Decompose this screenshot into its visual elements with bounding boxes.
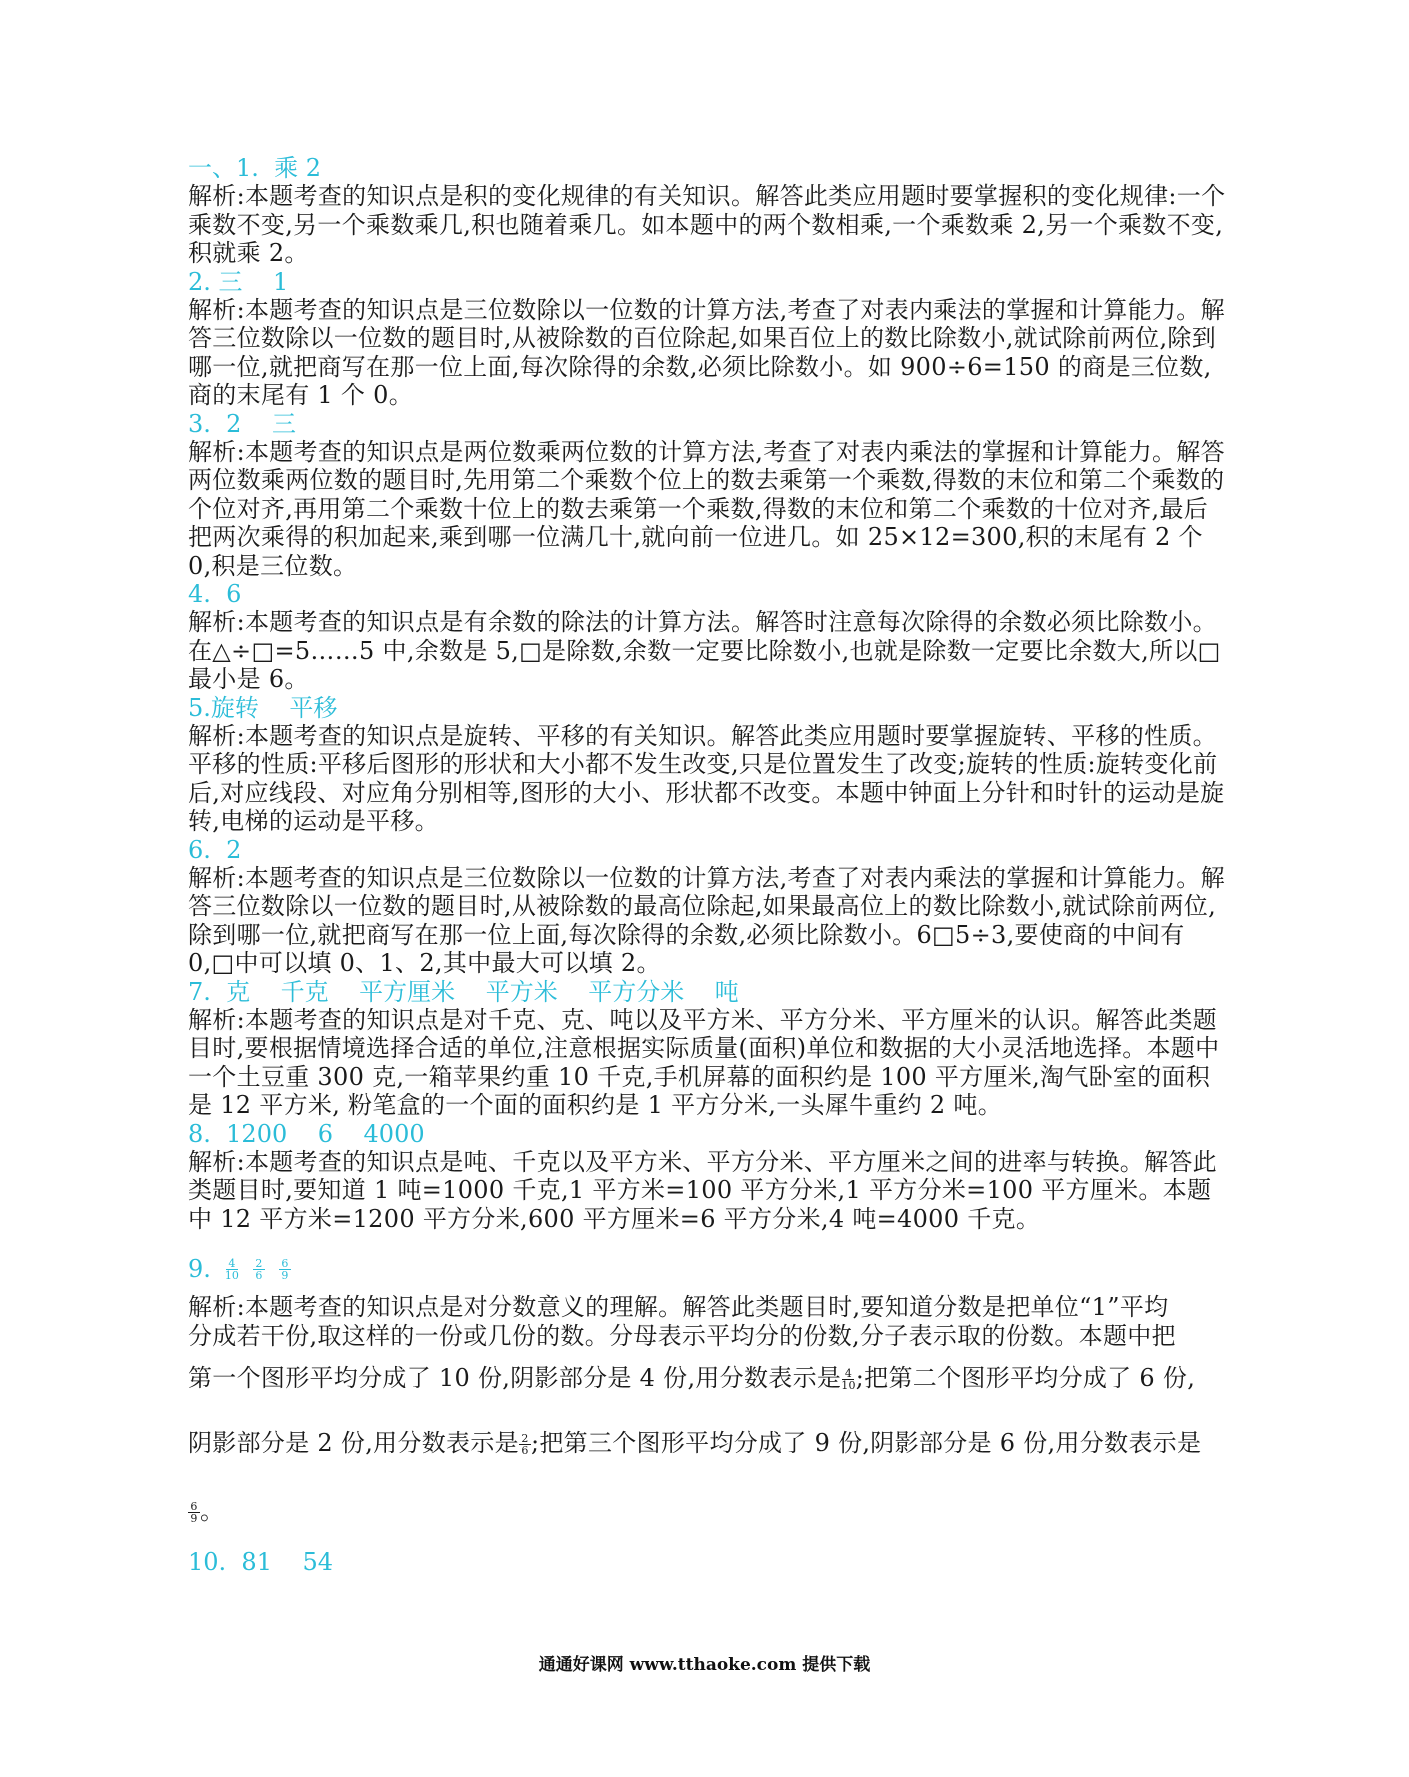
inline-fraction-2-6: $\frac{2}{6}$	[519, 1433, 531, 1456]
explanation-9-line-3: 第一个图形平均分成了 10 份,阴影部分是 4 份,用分数表示是 $\frac{4}{10}$ ;把第二个图形平均分成了 6 份,	[188, 1364, 1196, 1392]
answer-8: 8. 1200 6 4000	[188, 1119, 425, 1148]
answer-9	[188, 1255, 1228, 1283]
inline-fraction-4-10: $\frac{4}{10}$	[841, 1367, 856, 1392]
explanation-5: 解析:本题考查的知识点是旋转、平移的有关知识。解答此类应用题时要掌握旋转、平移的性质。平移的性质:平移后图形的形状和大小都不发生改变,只是位置发生了改变;旋转的性质:旋转变化前后,对应线段、对应角分别相等,图形的大小、形状都不改变。本题中钟面上分针和时针的运动是旋转,电梯的运动是平移。	[188, 721, 1225, 835]
explanation-3: 解析:本题考查的知识点是两位数乘两位数的计算方法,考查了对表内乘法的掌握和计算能力。解答两位数乘两位数的题目时,先用第二个乘数个位上的数去乘第一个乘数,得数的末位和第二个乘数的个位对齐,再用第二个乘数十位上的数去乘第一个乘数,得数的末位和第二个乘数的十位对齐,最后把两次乘得的积加起来,乘到哪一位满几十,就向前一位进几。如 25×12=300,积的末尾有 2 个 0,积是三位数。	[188, 437, 1225, 580]
explanation-9	[188, 1293, 1228, 1526]
answer-1: 一、1. 乘 2	[188, 154, 322, 182]
explanation-1: 解析:本题考查的知识点是积的变化规律的有关知识。解答此类应用题时要掌握积的变化规律:一个乘数不变,另一个乘数乘几,积也随着乘几。如本题中的两个数相乘,一个乘数乘 2,另一个乘数不变,积就乘 2。	[188, 182, 1226, 267]
explanation-8: 解析:本题考查的知识点是吨、千克以及平方米、平方分米、平方厘米之间的进率与转换。解答此类题目时,要知道 1 吨=1000 千克,1 平方米=100 平方分米,1 平方分米=100 平方厘米。本题中 12 平方米=1200 平方分米,600 平方厘米=6 平方分米,4 吨=4000 千克。	[188, 1147, 1217, 1233]
answer-4: 4. 6	[188, 580, 242, 608]
explanation-2: 解析:本题考查的知识点是三位数除以一位数的计算方法,考查了对表内乘法的掌握和计算能力。解答三位数除以一位数的题目时,从被除数的百位除起,如果百位上的数比除数小,就试除前两位,除到哪一位,就把商写在那一位上面,每次除得的余数,必须比除数小。如 900÷6=150 的商是三位数,商的末尾有 1 个 0。	[188, 295, 1225, 409]
answer-3: 3. 2 三	[188, 409, 296, 438]
answer-7: 7. 克 千克 平方厘米 平方米 平方分米 吨	[188, 977, 739, 1006]
fraction-4-10: $\frac{4}{10}$	[224, 1256, 239, 1282]
answer-content	[188, 154, 1228, 1576]
answer-5: 5.旋转 平移	[188, 693, 338, 722]
explanation-9-line-5: $\frac{6}{9}$ 。	[188, 1497, 1228, 1526]
answer-10: 10. 81 54	[188, 1547, 334, 1576]
explanation-7: 解析:本题考查的知识点是对千克、克、吨以及平方米、平方分米、平方厘米的认识。解答此类题目时,要根据情境选择合适的单位,注意根据实际质量(面积)单位和数据的大小灵活地选择。本题中一个土豆重 300 克,一箱苹果约重 10 千克,手机屏幕的面积约是 100 平方厘米,淘气卧室的面积是 12 平方米, 粉笔盒的一个面的面积约是 1 平方分米,一头犀牛重约 2 吨。	[188, 1005, 1220, 1119]
inline-fraction-6-9: $\frac{6}{9}$	[188, 1501, 200, 1524]
answer-2: 2. 三 1	[188, 267, 289, 296]
fraction-6-9: $\frac{6}{9}$	[279, 1258, 291, 1281]
fraction-2-6: $\frac{2}{6}$	[253, 1258, 265, 1281]
answer-6: 6. 2	[188, 835, 242, 864]
answer-9-label: 9.	[188, 1255, 211, 1283]
footer-source: 通通好课网 www.tthaoke.com 提供下载	[538, 1655, 871, 1675]
explanation-4: 解析:本题考查的知识点是有余数的除法的计算方法。解答时注意每次除得的余数必须比除数小。在△÷□=5……5 中,余数是 5,□是除数,余数一定要比除数小,也就是除数一定要比余数大,所以□最小是 6。	[188, 608, 1221, 693]
explanation-9-line-4: 阴影部分是 2 份,用分数表示是 $\frac{2}{6}$ ;把第三个图形平均分成了 9 份,阴影部分是 6 份,用分数表示是	[188, 1428, 1202, 1457]
explanation-9-line-2: 分成若干份,取这样的一份或几份的数。分母表示平均分的份数,分子表示取的份数。本题中把	[188, 1321, 1176, 1350]
explanation-9-line-1: 解析:本题考查的知识点是对分数意义的理解。解答此类题目时,要知道分数是把单位“1”平均	[188, 1293, 1169, 1321]
explanation-6: 解析:本题考查的知识点是三位数除以一位数的计算方法,考查了对表内乘法的掌握和计算能力。解答三位数除以一位数的题目时,从被除数的最高位除起,如果最高位上的数比除数小,就试除前两位,除到哪一位,就把商写在那一位上面,每次除得的余数,必须比除数小。6□5÷3,要使商的中间有 0,□中可以填 0、1、2,其中最大可以填 2。	[188, 863, 1225, 977]
